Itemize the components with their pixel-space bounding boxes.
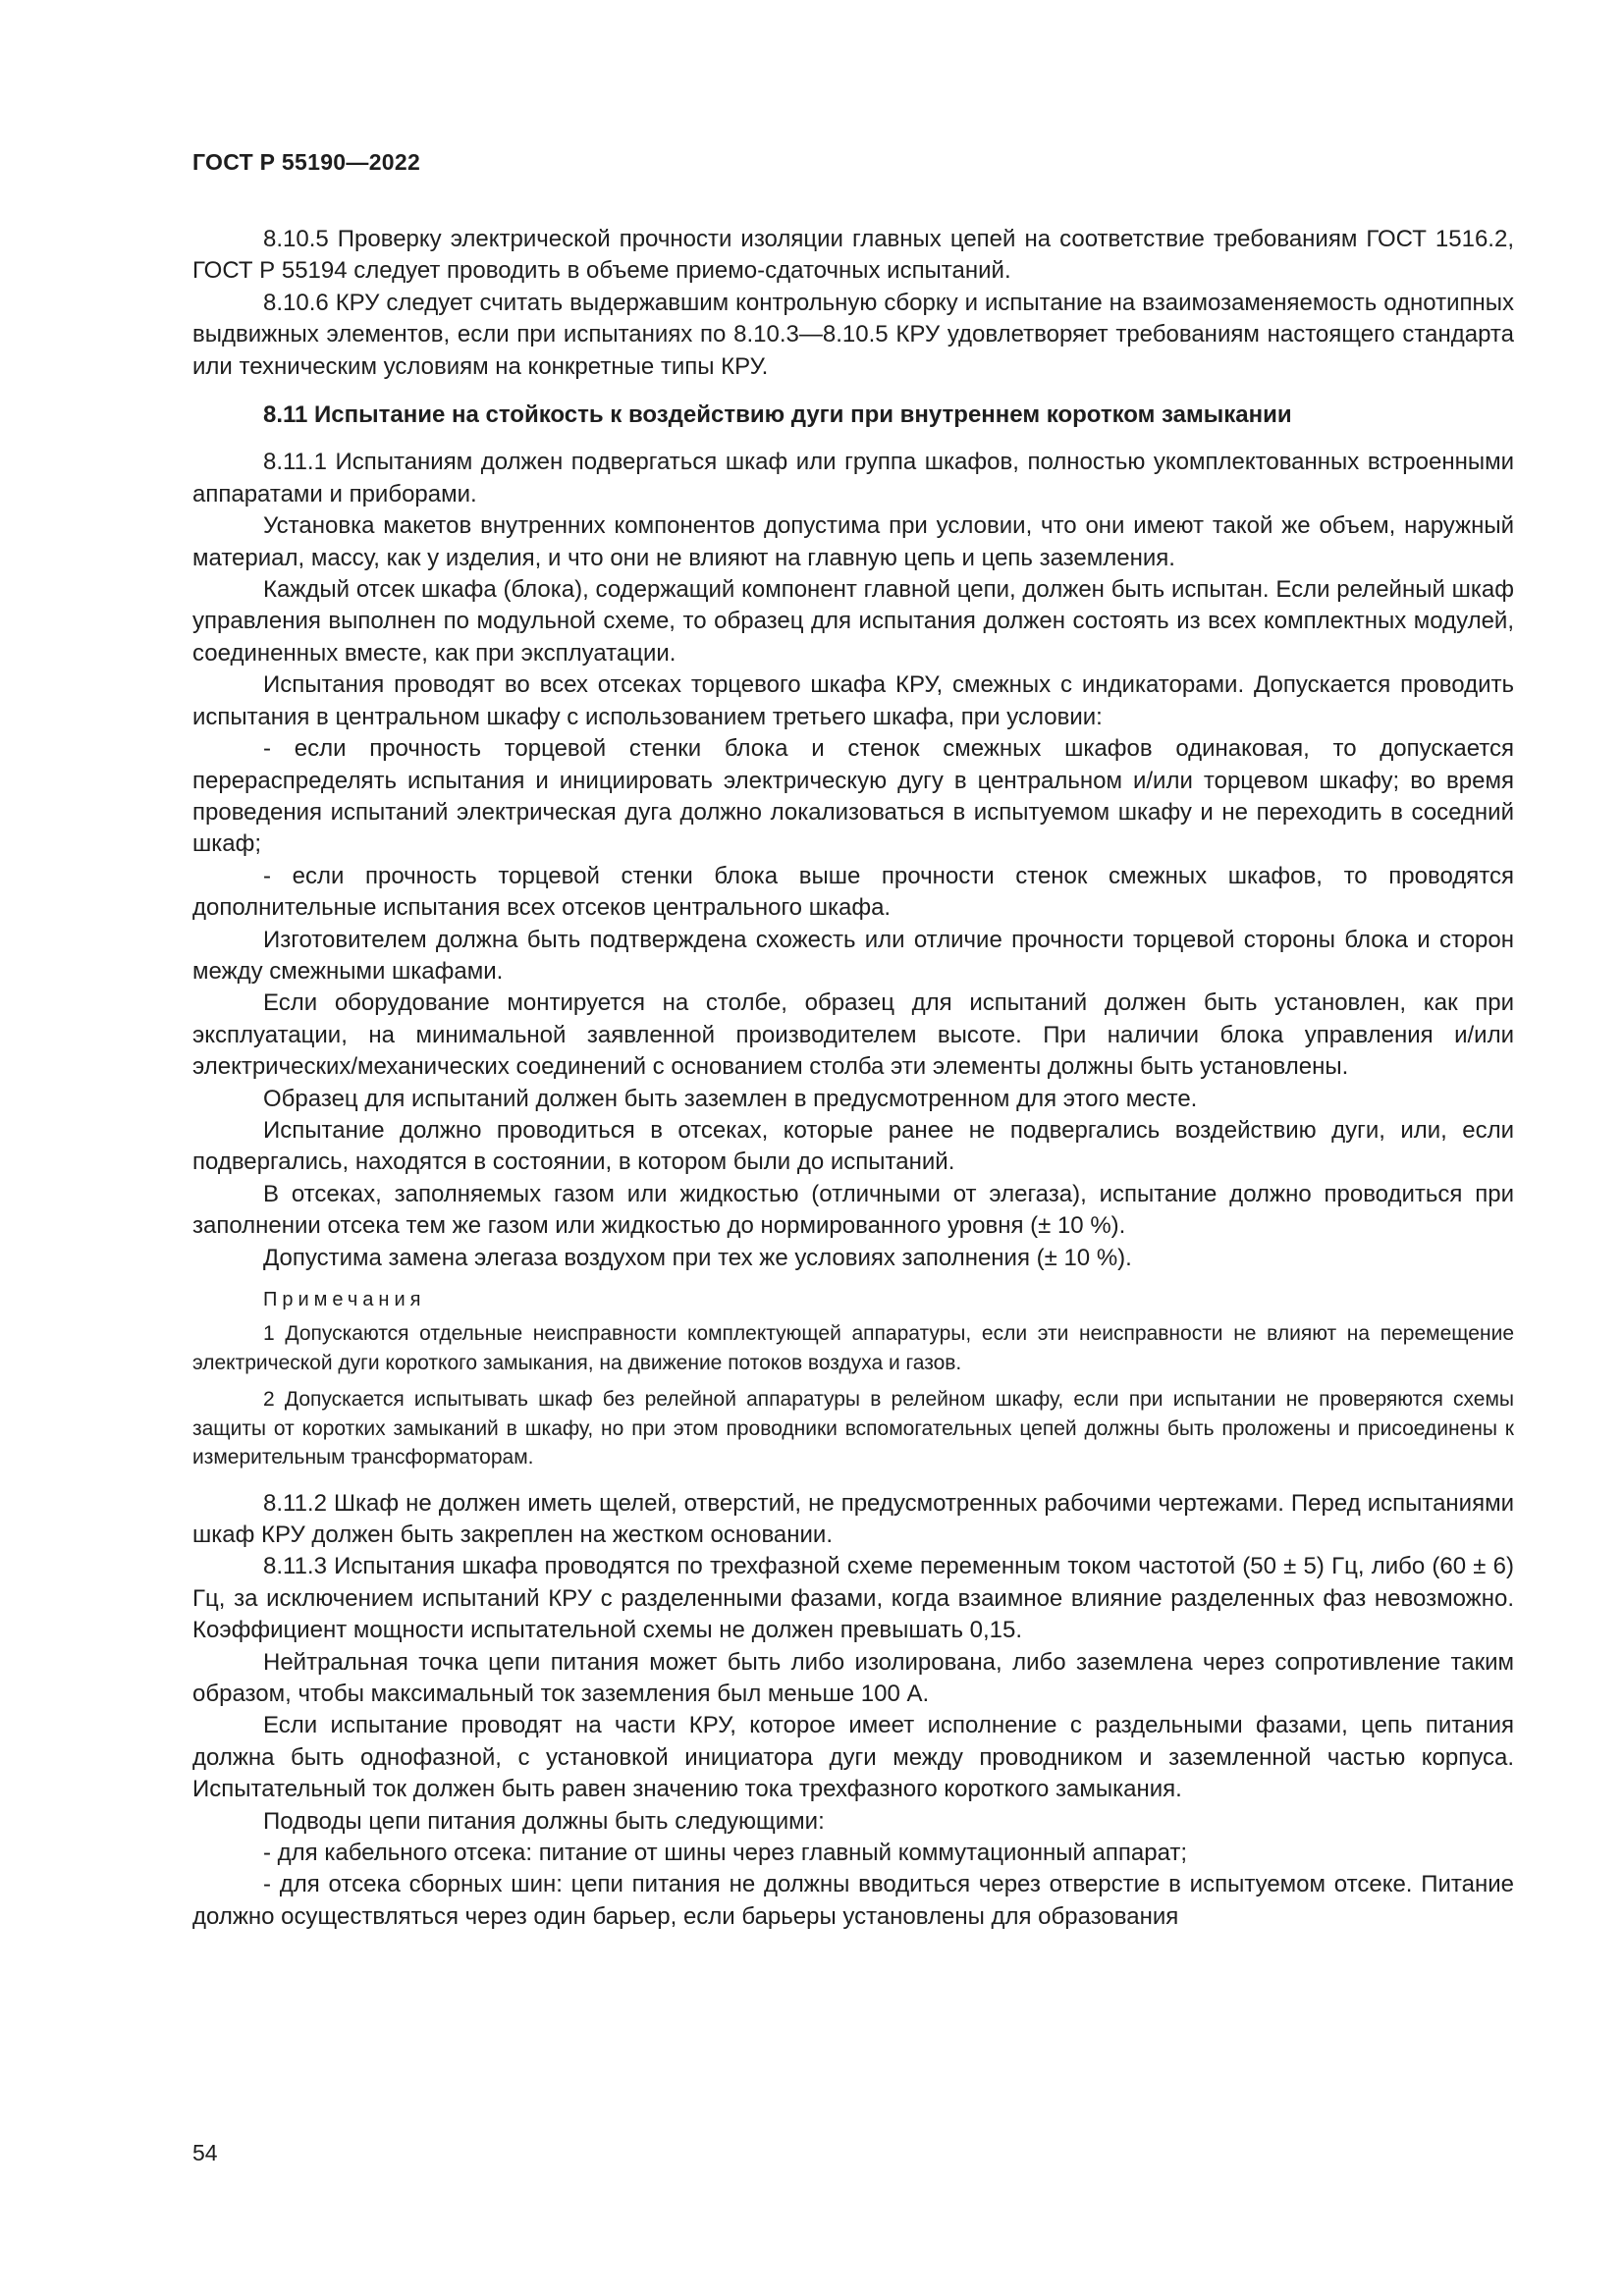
- list-item: - для кабельного отсека: питание от шины через главный коммутационный аппарат;: [263, 1839, 1188, 1866]
- document-header: ГОСТ Р 55190—2022: [192, 149, 421, 175]
- body-text: [192, 224, 1514, 1933]
- paragraph-8-10-6: 8.10.6 КРУ следует считать выдержавшим контрольную сборку и испытание на взаимозаменяемость однотипных выдвижных элементов, если при испытаниях по 8.10.3—8.10.5 КРУ удовлетворяет требованиям настоящего стандарта или техническим условиям на конкретные типы КРУ.: [192, 289, 1514, 380]
- paragraph: Если испытание проводят на части КРУ, которое имеет исполнение с раздельными фазами, цепь питания должна быть однофазной, с установкой инициатора дуги между проводником и заземленной частью корпуса. Испытательный ток должен быть равен значению тока трехфазного короткого замыкания.: [192, 1712, 1514, 1803]
- paragraph-8-11-1: 8.11.1 Испытаниям должен подвергаться шкаф или группа шкафов, полностью укомплектованных встроенными аппаратами и приборами.: [192, 449, 1514, 507]
- paragraph: Допустима замена элегаза воздухом при тех же условиях заполнения (± 10 %).: [263, 1244, 1132, 1271]
- paragraph: Изготовителем должна быть подтверждена схожесть или отличие прочности торцевой стороны блока и сторон между смежными шкафами.: [192, 926, 1514, 985]
- paragraph-8-11-3: 8.11.3 Испытания шкафа проводятся по трехфазной схеме переменным током частотой (50 ± 5) Гц, либо (60 ± 6) Гц, за исключением испытаний КРУ с разделенными фазами, когда взаимное влияние разделенных фаз невозможно. Коэффициент мощности испытательной схемы не должен превышать 0,15.: [192, 1553, 1514, 1644]
- list-item: - если прочность торцевой стенки блока выше прочности стенок смежных шкафов, то проводятся дополнительные испытания всех отсеков центрального шкафа.: [192, 862, 1514, 922]
- paragraph: Испытание должно проводиться в отсеках, которые ранее не подвергались воздействию дуги, или, если подвергались, находятся в состоянии, в котором были до испытаний.: [192, 1116, 1514, 1176]
- page-number: 54: [192, 2140, 218, 2165]
- list-item: - если прочность торцевой стенки блока и стенок смежных шкафов одинаковая, то допускается перераспределять испытания и инициировать электрическую дугу в центральном и/или торцевом шкафу; во время проведения испытаний электрическая дуга должно локализоваться в испытуемом шкафу и не переходить в соседний шкаф;: [192, 735, 1514, 858]
- paragraph: В отсеках, заполняемых газом или жидкостью (отличными от элегаза), испытание должно проводиться при заполнении отсека тем же газом или жидкостью до нормированного уровня (± 10 %).: [192, 1180, 1514, 1240]
- paragraph: Нейтральная точка цепи питания может быть либо изолирована, либо заземлена через сопротивление таким образом, чтобы максимальный ток заземления был меньше 100 А.: [192, 1648, 1514, 1707]
- paragraph: Образец для испытаний должен быть заземлен в предусмотренном для этого месте.: [263, 1085, 1198, 1112]
- paragraph: Испытания проводят во всех отсеках торцевого шкафа КРУ, смежных с индикаторами. Допускается проводить испытания в центральном шкафу с использованием третьего шкафа, при условии:: [192, 671, 1514, 730]
- paragraph-8-11-2: 8.11.2 Шкаф не должен иметь щелей, отверстий, не предусмотренных рабочими чертежами. Перед испытаниями шкаф КРУ должен быть закреплен на жестком основании.: [192, 1489, 1514, 1548]
- paragraph: Каждый отсек шкафа (блока), содержащий компонент главной цепи, должен быть испытан. Если релейный шкаф управления выполнен по модульной схеме, то образец для испытания должен состоять из всех комплектных модулей, соединенных вместе, как при эксплуатации.: [192, 576, 1514, 667]
- paragraph: Установка макетов внутренних компонентов допустима при условии, что они имеют такой же объем, наружный материал, массу, как у изделия, и что они не влияют на главную цепь и цепь заземления.: [192, 512, 1514, 571]
- note-item: 1 Допускаются отдельные неисправности комплектующей аппаратуры, если эти неисправности не влияют на перемещение электрической дуги короткого замыкания, на движение потоков воздуха и газов.: [192, 1322, 1514, 1374]
- notes-title: Примечания: [263, 1289, 426, 1310]
- list-item: - для отсека сборных шин: цепи питания не должны вводиться через отверстие в испытуемом отсеке. Питание должно осуществляться через один барьер, если барьеры установлены для образования: [192, 1871, 1514, 1930]
- paragraph-8-10-5: 8.10.5 Проверку электрической прочности изоляции главных цепей на соответствие требованиям ГОСТ 1516.2, ГОСТ Р 55194 следует проводить в объеме приемо-сдаточных испытаний.: [192, 226, 1514, 285]
- paragraph: Если оборудование монтируется на столбе, образец для испытаний должен быть установлен, как при эксплуатации, на минимальной заявленной производителем высоте. При наличии блока управления и/или электрических/механических соединений с основанием столба эти элементы должны быть установлены.: [192, 989, 1514, 1081]
- paragraph: Подводы цепи питания должны быть следующими:: [263, 1807, 825, 1835]
- note-item: 2 Допускается испытывать шкаф без релейной аппаратуры в релейном шкафу, если при испытании не проверяются схемы защиты от коротких замыканий в шкафу, но при этом проводники вспомогательных цепей должны быть проложены и присоединены к измерительным трансформаторам.: [192, 1388, 1514, 1468]
- section-heading-8-11: 8.11 Испытание на стойкость к воздействию дуги при внутреннем коротком замыкании: [263, 401, 1292, 429]
